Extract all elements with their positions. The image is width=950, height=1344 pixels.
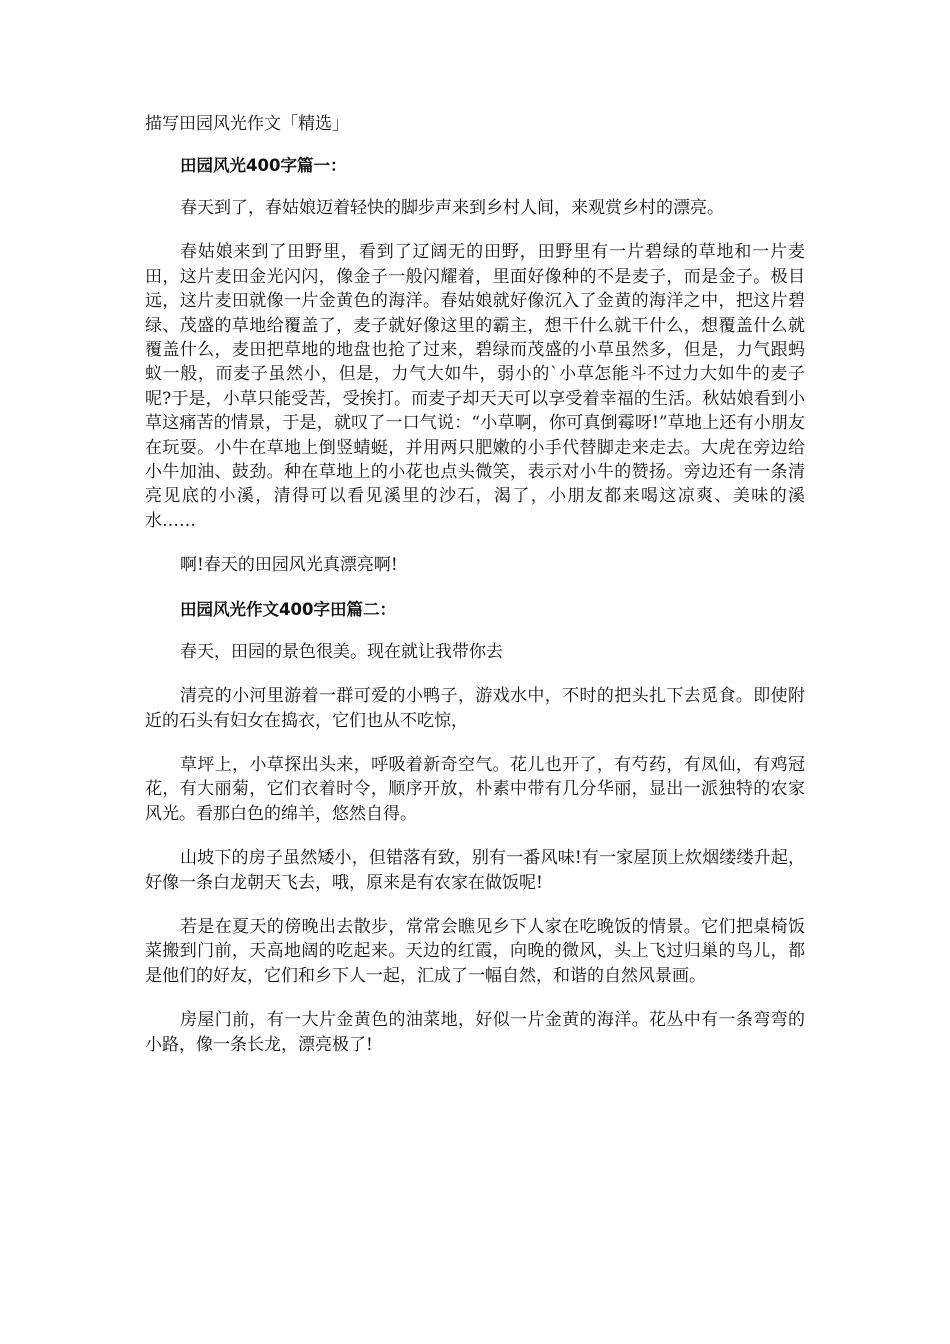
paragraph: 草坪上，小草探出头来，呼吸着新奇空气。花儿也开了，有芍药，有凤仙，有鸡冠花，有大丽菊，它们衣着时令，顺序开放，朴素中带有几分华丽，显出一派独特的农家风光。看那白色的绵羊，悠然自得。 [145, 754, 805, 824]
paragraph: 春天到了，春姑娘迈着轻快的脚步声来到乡村人间，来观赏乡村的漂亮。 [180, 198, 724, 218]
document-title: 描写田园风光作文「精选」 [145, 114, 349, 134]
paragraph: 房屋门前，有一大片金黄色的油菜地，好似一片金黄的海洋。花丛中有一条弯弯的小路，像一条长龙，漂亮极了! [145, 1010, 805, 1055]
section-one [145, 154, 805, 578]
paragraph: 清亮的小河里游着一群可爱的小鸭子，游戏水中，不时的把头扎下去觅食。即使附近的石头有妇女在捣衣，它们也从不吃惊， [145, 686, 805, 731]
section-heading: 田园风光400字篇一： [180, 156, 347, 175]
section-heading: 田园风光作文400字田篇二： [180, 599, 396, 619]
section-two [145, 598, 805, 1057]
paragraph: 春天，田园的景色很美。现在就让我带你去 [180, 641, 503, 662]
paragraph: 山坡下的房子虽然矮小，但错落有致，别有一番风味!有一家屋顶上炊烟缕缕升起，好像一条白龙朝天飞去，哦，原来是有农家在做饭呢! [145, 848, 805, 893]
document-page [145, 112, 805, 1077]
paragraph: 啊!春天的田园风光真漂亮啊! [180, 555, 398, 576]
paragraph: 春姑娘来到了田野里，看到了辽阔无的田野，田野里有一片碧绿的草地和一片麦田，这片麦田金光闪闪，像金子一般闪耀着，里面好像种的不是麦子，而是金子。极目远，这片麦田就像一片金黄色的海洋。春姑娘就好像沉入了金黄的海洋之中，把这片碧绿、茂盛的草地给覆盖了，麦子就好像这里的霸主，想干什么就干什么，想覆盖什么就覆盖什么，麦田把草地的地盘也抢了过来，碧绿而茂盛的小草虽然多，但是，力气跟蚂蚁一般，而麦子虽然小，但是，力气大如牛，弱小的`小草怎能斗不过力大如牛的麦子呢?于是，小草只能受苦，受挨打。而麦子却天天可以享受着幸福的生活。秋姑娘看到小草这痛苦的情景，于是，就叹了一口气说：“小草啊，你可真倒霉呀!”草地上还有小朋友在玩耍。小牛在草地上倒竖蜻蜓，并用两只肥嫩的小手代替脚走来走去。大虎在旁边给小牛加油、鼓劲。种在草地上的小花也点头微笑，表示对小牛的赞扬。旁边还有一条清亮见底的小溪，清得可以看见溪里的沙石，渴了，小朋友都来喝这凉爽、美味的溪水…… [145, 242, 805, 531]
paragraph: 若是在夏天的傍晚出去散步，常常会瞧见乡下人家在吃晚饭的情景。它们把桌椅饭菜搬到门前，天高地阔的吃起来。天边的红霞，向晚的微风，头上飞过归巢的鸟儿，都是他们的好友，它们和乡下人一起，汇成了一幅自然，和谐的自然风景画。 [145, 916, 805, 986]
